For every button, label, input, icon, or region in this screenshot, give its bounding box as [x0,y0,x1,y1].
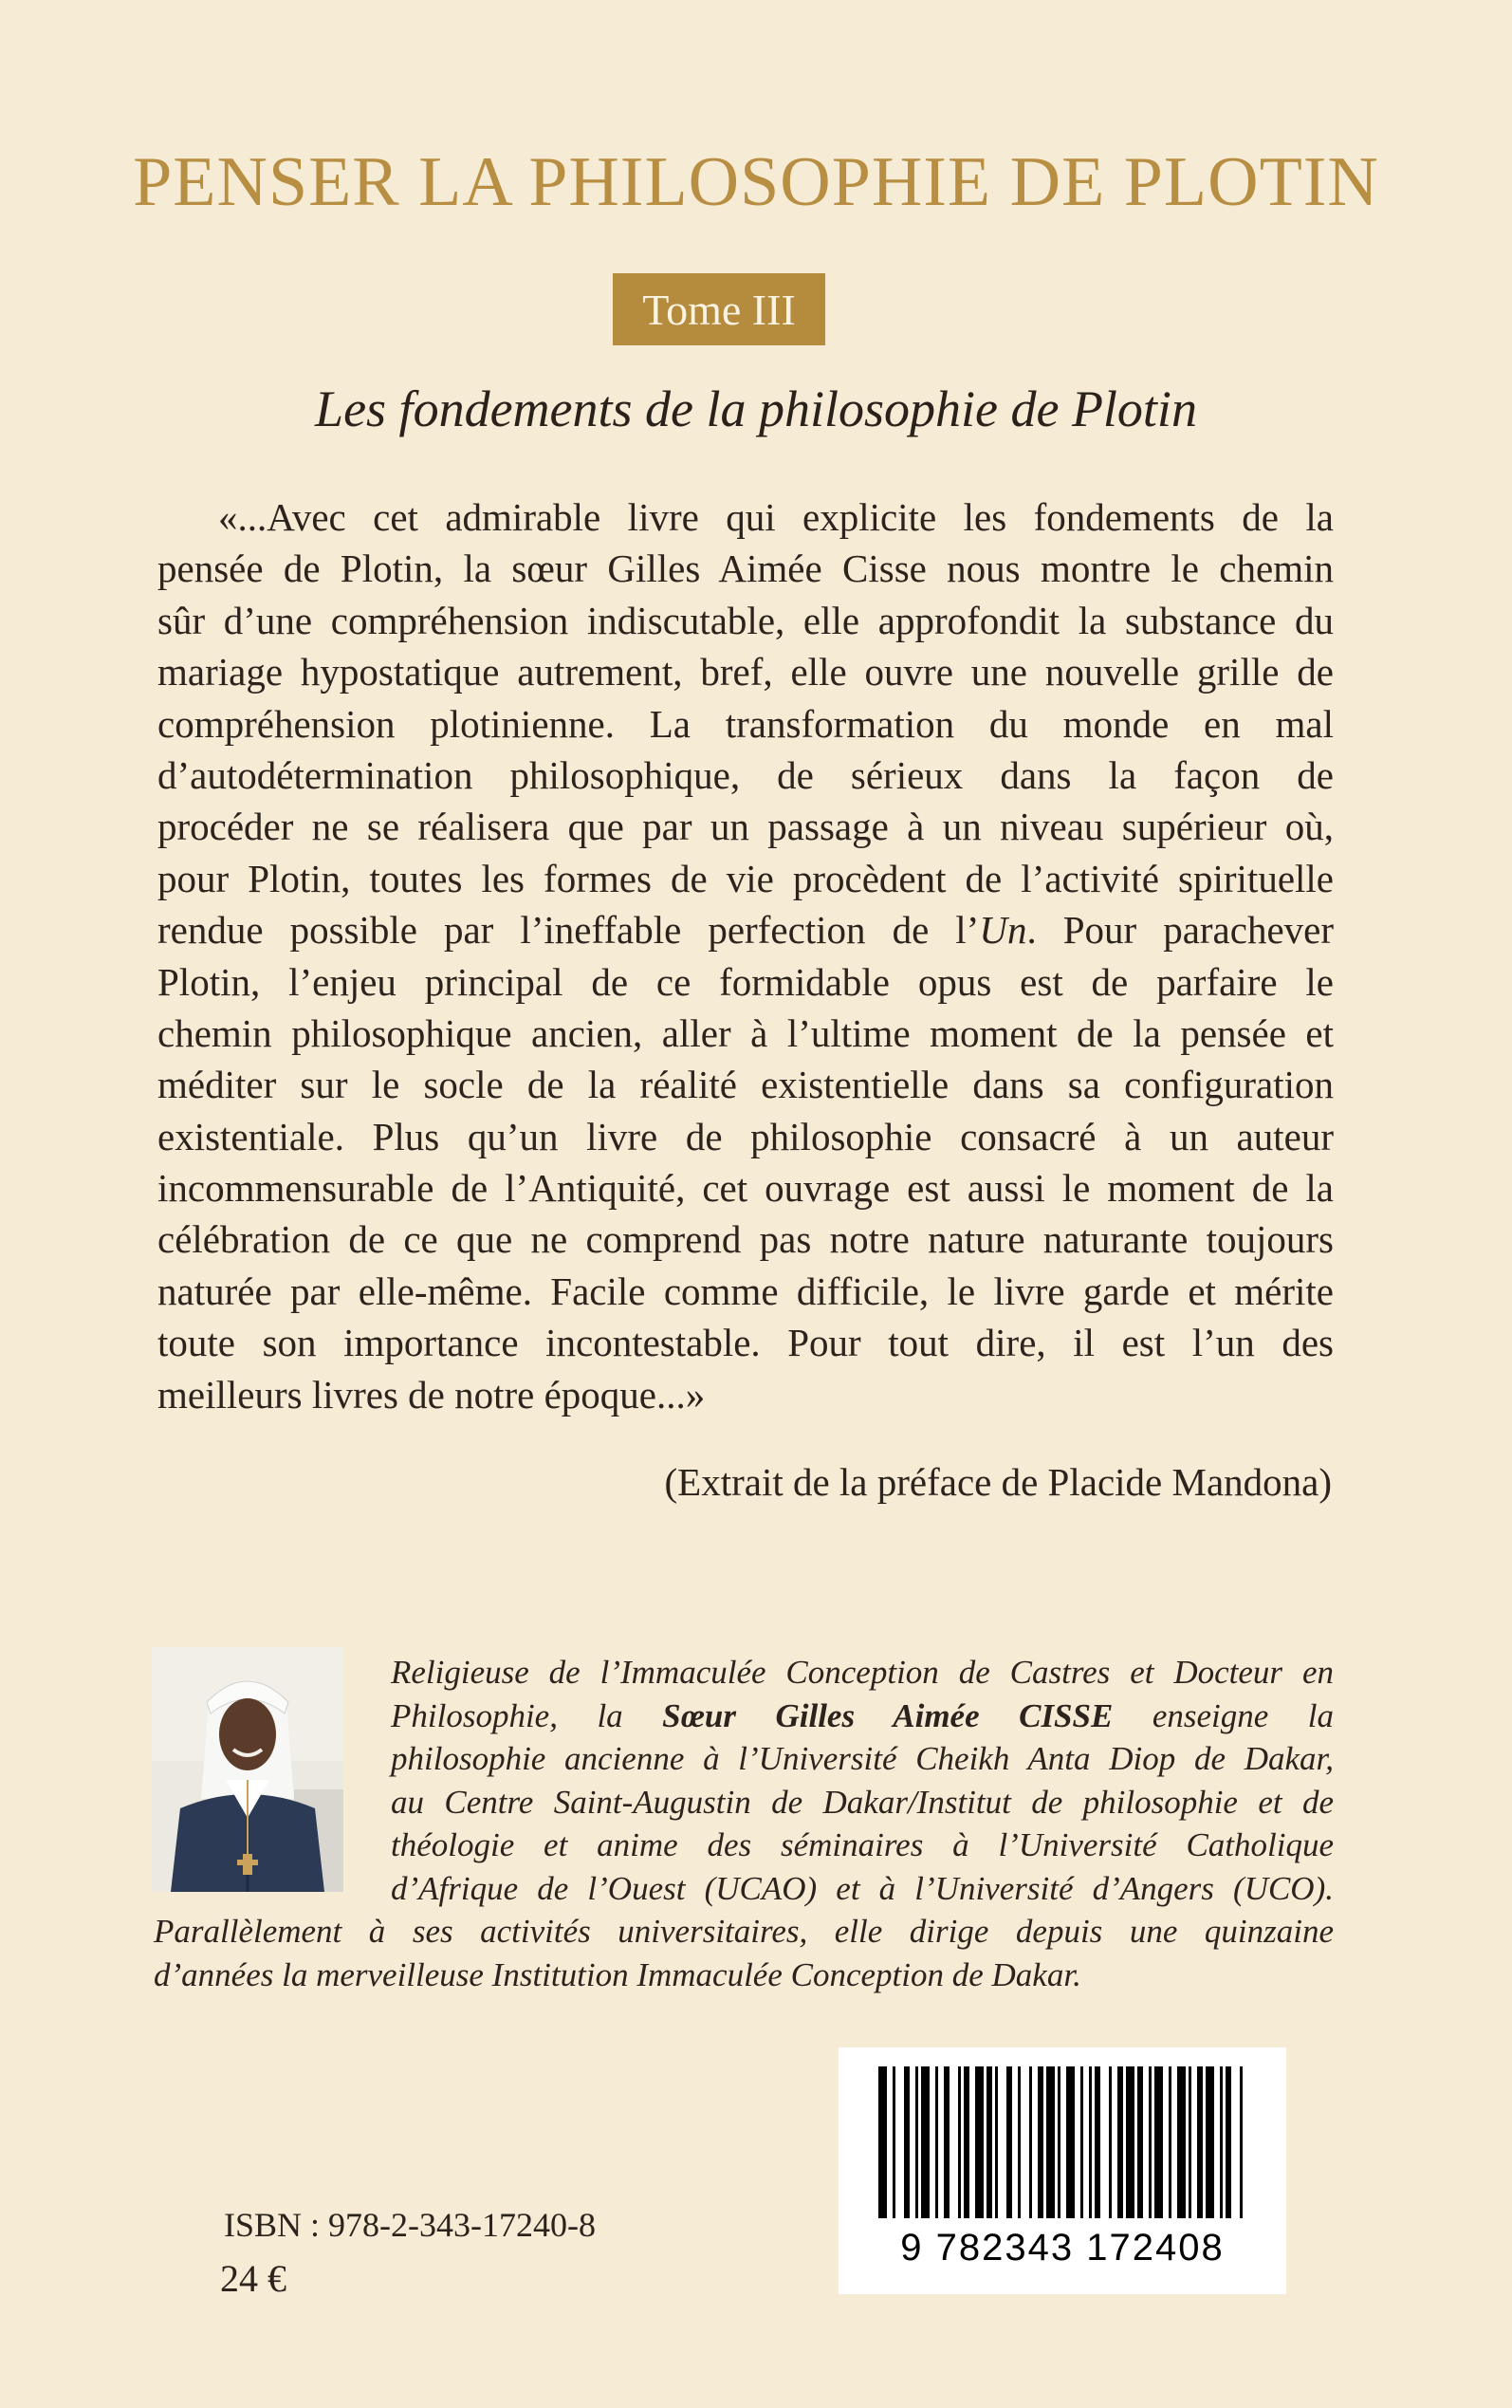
quote-line: procéder ne se réalisera que par un passage à un niveau supérieur où, [157,805,1334,849]
quote-text: rendue possible par l’ineffable perfection de l’ [157,908,980,953]
barcode-bar [915,2066,918,2218]
quote-line: célébration de ce que ne comprend pas notre nature naturante toujours [157,1217,1334,1262]
quote-line: compréhension plotinienne. La transformation du monde en mal [157,701,1334,746]
barcode-bar [1038,2066,1043,2218]
quote-line: sûr d’une compréhension indiscutable, elle approfondit la substance du [157,598,1334,642]
quote-source: (Extrait de la préface de Placide Mandona) [664,1460,1332,1504]
barcode-bar [1126,2066,1134,2218]
barcode-image [839,2047,1286,2294]
barcode-bar [1149,2066,1152,2218]
barcode-bar [878,2066,887,2218]
barcode-bar [1177,2066,1186,2218]
quote-line: chemin philosophique ancien, aller à l’ultime moment de la pensée et [157,1010,1334,1055]
barcode-bar [1018,2066,1021,2218]
bio-text: enseigne la [1113,1696,1334,1734]
quote-line: d’autodétermination philosophique, de sérieux dans la façon de [157,752,1334,797]
quote-line: Plotin, l’enjeu principal de ce formidable opus est de parfaire le [157,959,1334,1004]
quote-line: méditer sur le socle de la réalité existentielle dans sa configuration [157,1063,1334,1107]
book-price: 24 € [220,2257,286,2300]
tome-badge: Tome III [613,273,825,345]
barcode-bar [1189,2066,1191,2218]
barcode-digits: 9 782343 172408 [900,2227,1225,2269]
barcode-bar [1169,2066,1171,2218]
barcode-bar [1240,2066,1243,2218]
author-name: Sœur Gilles Aimée CISSE [662,1696,1114,1734]
barcode [839,2047,1286,2294]
barcode-bar [1197,2066,1203,2218]
barcode-bar [935,2066,938,2218]
barcode-bar [1226,2066,1231,2218]
barcode-bar [944,2066,950,2218]
bio-line: philosophie ancienne à l’Université Cheikh Anta Diop de Dakar, [391,1740,1334,1777]
barcode-bar [1109,2066,1112,2218]
quote-line: «...Avec cet admirable livre qui explicite les fondements de la [218,495,1334,539]
quote-line: naturée par elle-même. Facile comme difficile, le livre garde et mérite [157,1269,1334,1313]
quote-line: pour Plotin, toutes les formes de vie procèdent de l’activité spirituelle [157,856,1334,900]
quote-line: meilleurs livres de notre époque...» [157,1372,706,1417]
barcode-bar [1046,2066,1055,2218]
bio-line: théologie et anime des séminaires à l’Université Catholique [391,1826,1334,1863]
quote-line: toute son importance incontestable. Pour tout dire, il est l’un des [157,1321,1334,1365]
barcode-bar [1080,2066,1083,2218]
barcode-bar [1029,2066,1032,2218]
bio-line: Parallèlement à ses activités universitaires, elle dirige depuis une quinzaine [154,1913,1334,1950]
quote-line-with-italic [157,904,1334,955]
author-biography [154,1651,1334,1996]
barcode-bar [1058,2066,1060,2218]
barcode-bar [921,2066,930,2218]
bio-line [154,1695,1334,1738]
quote-line: mariage hypostatique autrement, bref, elle ouvre une nouvelle grille de [157,650,1334,695]
quote-line: pensée de Plotin, la sœur Gilles Aimée Cisse nous montre le chemin [157,546,1334,591]
bio-line: au Centre Saint-Augustin de Dakar/Institut de philosophie et de [391,1783,1334,1821]
book-subtitle: Les fondements de la philosophie de Plotin [315,380,1197,437]
barcode-bar [995,2066,998,2218]
isbn-number: ISBN : 978-2-343-17240-8 [224,2206,596,2244]
barcode-bar [1095,2066,1100,2218]
quote-text: . Pour parachever [1026,908,1334,953]
barcode-bar [958,2066,961,2218]
bio-line: d’années la merveilleuse Institution Immaculée Conception de Dakar. [154,1955,1081,1993]
barcode-bar [1089,2066,1092,2218]
book-title: PENSER LA PHILOSOPHIE DE PLOTIN [133,143,1379,221]
barcode-bar [964,2066,969,2218]
bio-line: d’Afrique de l’Ouest (UCAO) et à l’Université d’Angers (UCO). [391,1869,1334,1907]
barcode-bar [1220,2066,1223,2218]
bio-line: Religieuse de l’Immaculée Conception de Castres et Docteur en [391,1654,1334,1691]
barcode-bar [893,2066,895,2218]
quote-italic-un: Un [979,908,1027,953]
barcode-bar [975,2066,984,2218]
quote-line: existentiale. Plus qu’un livre de philosophie consacré à un auteur [157,1114,1334,1158]
barcode-bar [1006,2066,1012,2218]
barcode-bar [904,2066,910,2218]
barcode-bar [1206,2066,1214,2218]
barcode-bar [986,2066,992,2218]
quote-line: incommensurable de l’Antiquité, cet ouvrage est aussi le moment de la [157,1166,1334,1211]
barcode-bar [1137,2066,1143,2218]
barcode-bar [1066,2066,1075,2218]
barcode-bar [1117,2066,1123,2218]
bio-text: Philosophie, la [391,1696,663,1734]
barcode-bar [1154,2066,1163,2218]
preface-quote [157,491,1334,1420]
